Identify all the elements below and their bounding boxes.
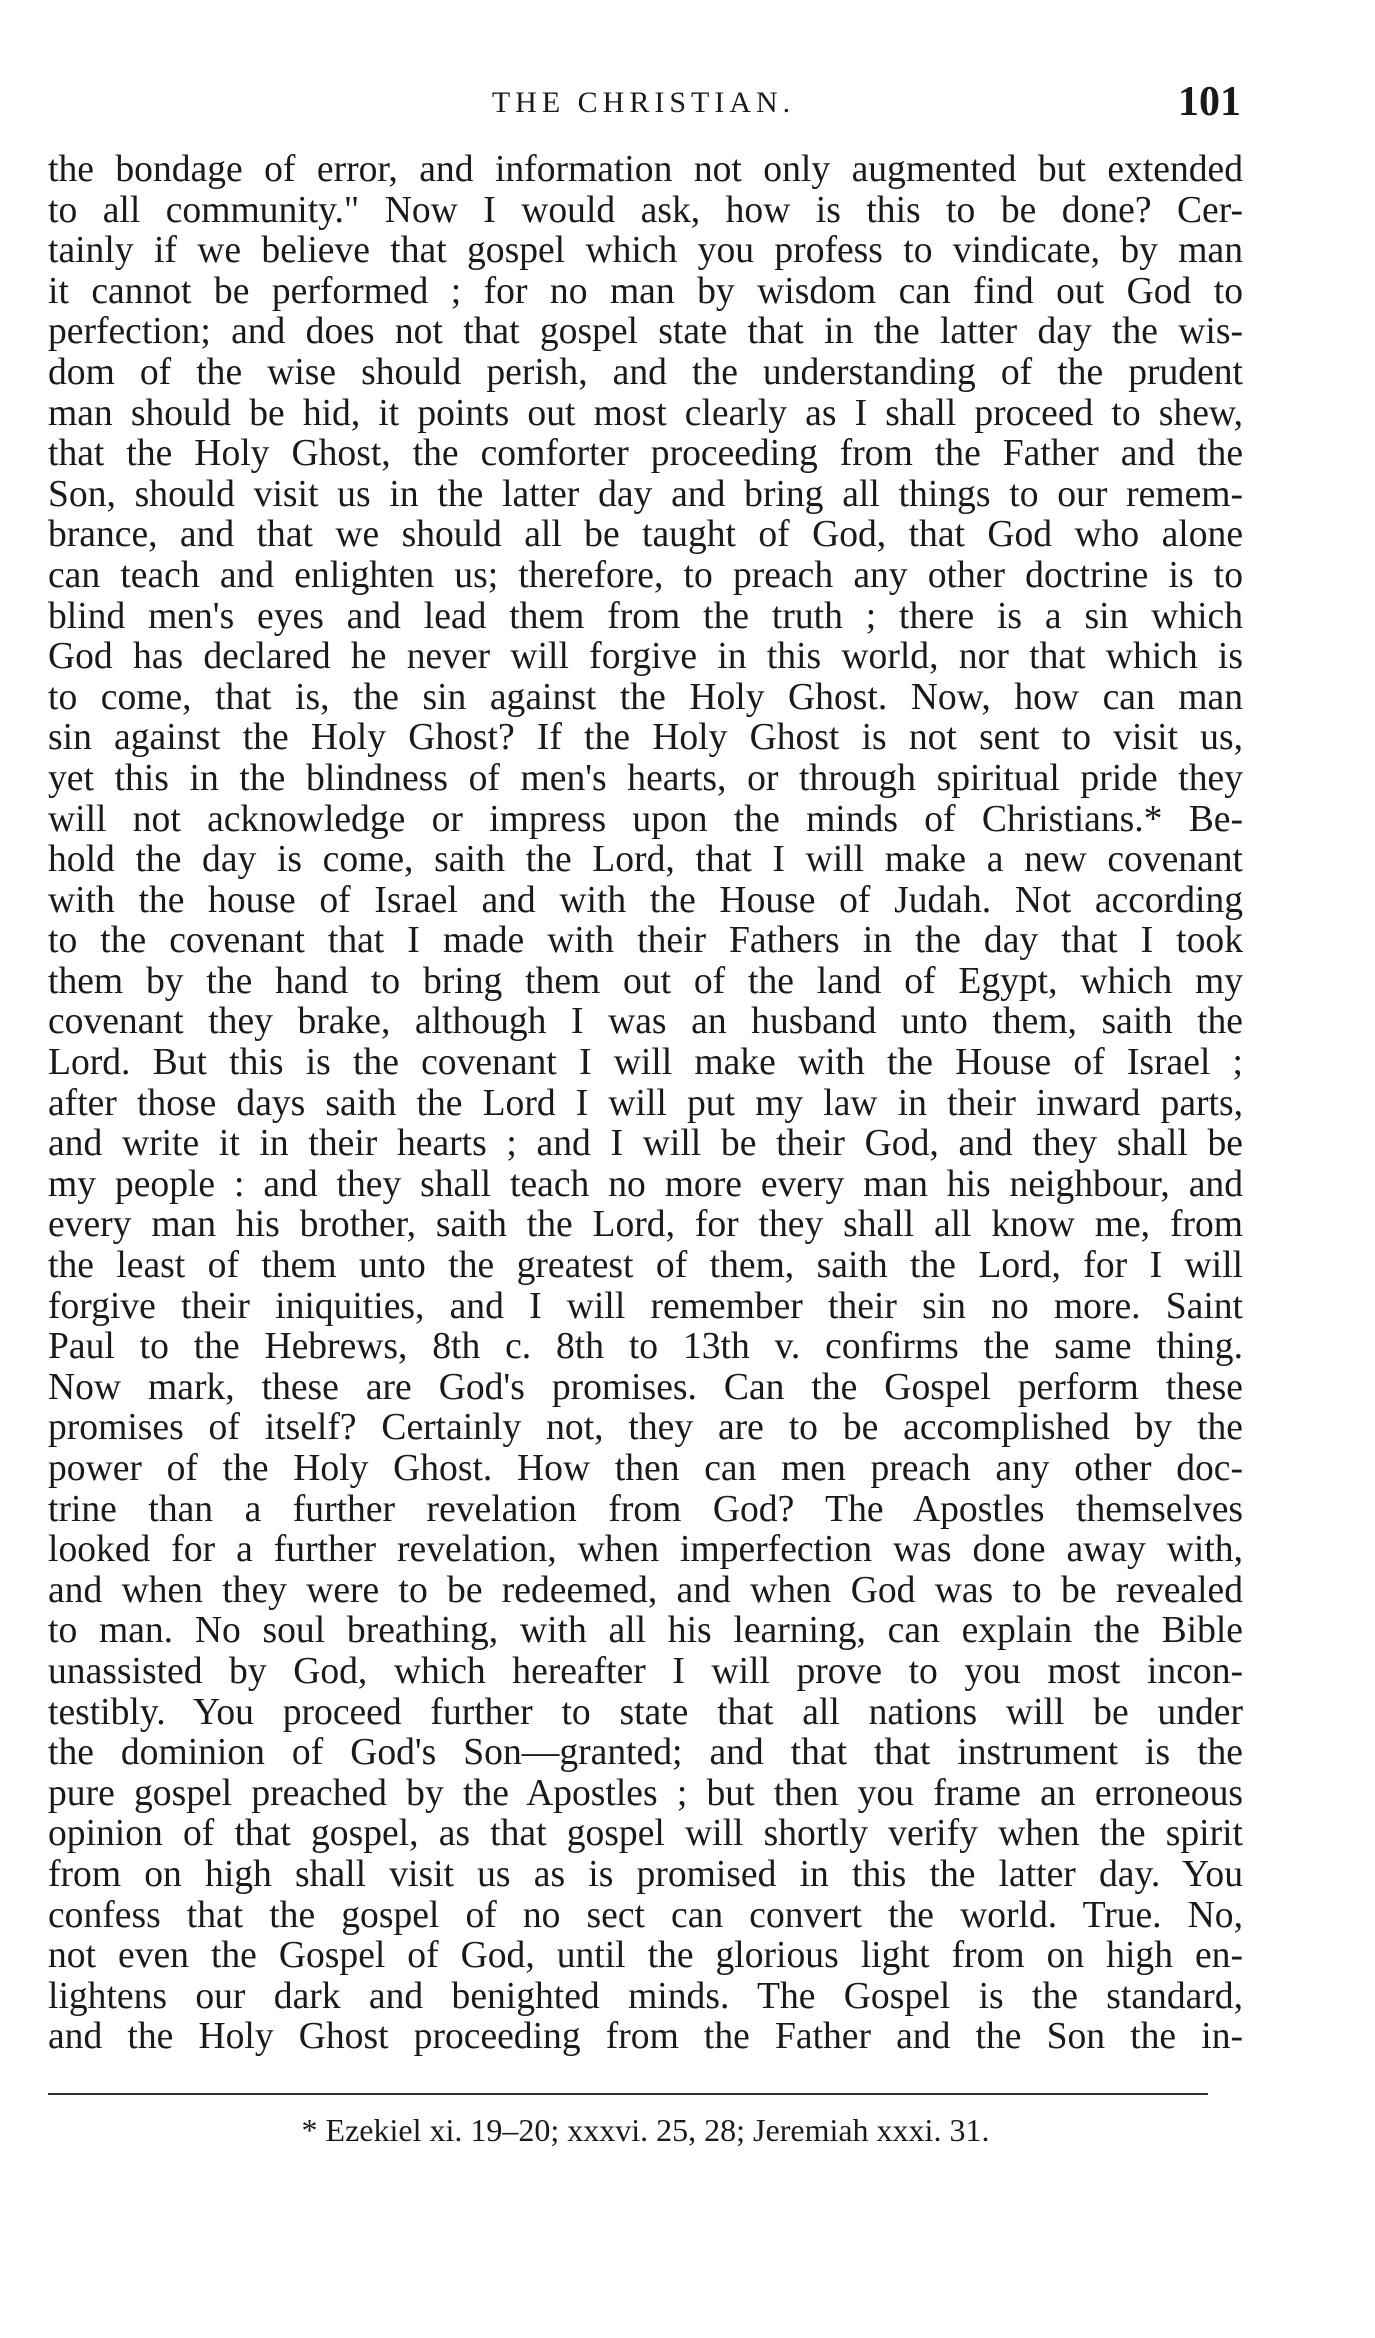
text-line: from on high shall visit us as is promised in this the latter day. You (48, 1854, 1243, 1895)
text-line: it cannot be performed ; for no man by wisdom can find out God to (48, 271, 1243, 312)
text-line: unassisted by God, which hereafter I will prove to you most incon- (48, 1651, 1243, 1692)
text-line: looked for a further revelation, when imperfection was done away with, (48, 1530, 1243, 1571)
text-line: every man his brother, saith the Lord, for they shall all know me, from (48, 1205, 1243, 1246)
footnote: * Ezekiel xi. 19–20; xxxvi. 25, 28; Jeremiah xxxi. 31. (301, 2112, 990, 2148)
text-line: after those days saith the Lord I will put my law in their inward parts, (48, 1083, 1243, 1124)
page-number: 101 (1178, 79, 1241, 125)
text-line: man should be hid, it points out most clearly as I shall proceed to shew, (48, 393, 1243, 434)
text-line: Lord. But this is the covenant I will make with the House of Israel ; (48, 1043, 1243, 1084)
text-line: with the house of Israel and with the House of Judah. Not according (48, 880, 1243, 921)
footnote-rule (48, 2093, 1208, 2095)
text-line: the dominion of God's Son—granted; and that that instrument is the (48, 1733, 1243, 1774)
text-line: and the Holy Ghost proceeding from the Father and the Son the in- (48, 2017, 1243, 2058)
text-line: forgive their iniquities, and I will remember their sin no more. Saint (48, 1286, 1243, 1327)
text-line: yet this in the blindness of men's hearts, or through spiritual pride they (48, 758, 1243, 799)
text-line: to the covenant that I made with their Fathers in the day that I took (48, 921, 1243, 962)
text-line: will not acknowledge or impress upon the minds of Christians.* Be- (48, 799, 1243, 840)
text-line: can teach and enlighten us; therefore, to preach any other doctrine is to (48, 555, 1243, 596)
text-line: my people : and they shall teach no more every man his neighbour, and (48, 1164, 1243, 1205)
text-line: trine than a further revelation from God? The Apostles themselves (48, 1489, 1243, 1530)
text-line: opinion of that gospel, as that gospel will shortly verify when the spirit (48, 1814, 1243, 1855)
text-line: them by the hand to bring them out of the land of Egypt, which my (48, 961, 1243, 1002)
running-title: THE CHRISTIAN. (491, 86, 796, 119)
text-line: tainly if we believe that gospel which you profess to vindicate, by man (48, 231, 1243, 272)
text-line: blind men's eyes and lead them from the truth ; there is a sin which (48, 596, 1243, 637)
text-line: testibly. You proceed further to state that all nations will be under (48, 1692, 1243, 1733)
text-line: confess that the gospel of no sect can convert the world. True. No, (48, 1895, 1243, 1936)
text-line: to all community." Now I would ask, how is this to be done? Cer- (48, 190, 1243, 231)
text-line: not even the Gospel of God, until the glorious light from on high en- (48, 1936, 1243, 1977)
text-line: power of the Holy Ghost. How then can men preach any other doc- (48, 1449, 1243, 1489)
text-line: God has declared he never will forgive in this world, nor that which is (48, 637, 1243, 678)
text-line: sin against the Holy Ghost? If the Holy Ghost is not sent to visit us, (48, 718, 1243, 759)
text-line: and write it in their hearts ; and I will be their God, and they shall be (48, 1124, 1243, 1165)
text-line: promises of itself? Certainly not, they are to be accomplished by the (48, 1408, 1243, 1449)
text-line: Son, should visit us in the latter day and bring all things to our remem- (48, 474, 1243, 515)
running-head (46, 78, 1241, 128)
text-line: covenant they brake, although I was an husband unto them, saith the (48, 1002, 1243, 1043)
text-line: dom of the wise should perish, and the understanding of the prudent (48, 352, 1243, 393)
text-line: brance, and that we should all be taught of God, that God who alone (48, 515, 1243, 556)
text-line: to man. No soul breathing, with all his learning, can explain the Bible (48, 1611, 1243, 1652)
text-line: Paul to the Hebrews, 8th c. 8th to 13th v. confirms the same thing. (48, 1327, 1243, 1368)
text-line: pure gospel preached by the Apostles ; but then you frame an erroneous (48, 1773, 1243, 1814)
text-line: to come, that is, the sin against the Holy Ghost. Now, how can man (48, 677, 1243, 718)
text-line: perfection; and does not that gospel state that in the latter day the wis- (48, 312, 1243, 353)
text-line: that the Holy Ghost, the comforter proceeding from the Father and the (48, 434, 1243, 475)
text-line: Now mark, these are God's promises. Can the Gospel perform these (48, 1367, 1243, 1408)
text-line: the least of them unto the greatest of them, saith the Lord, for I will (48, 1246, 1243, 1287)
text-line: hold the day is come, saith the Lord, that I will make a new covenant (48, 840, 1243, 881)
text-line: the bondage of error, and information not only augmented but extended (48, 150, 1243, 190)
body-text (48, 150, 1243, 2058)
text-line: and when they were to be redeemed, and when God was to be revealed (48, 1570, 1243, 1611)
text-line: lightens our dark and benighted minds. The Gospel is the standard, (48, 1976, 1243, 2017)
